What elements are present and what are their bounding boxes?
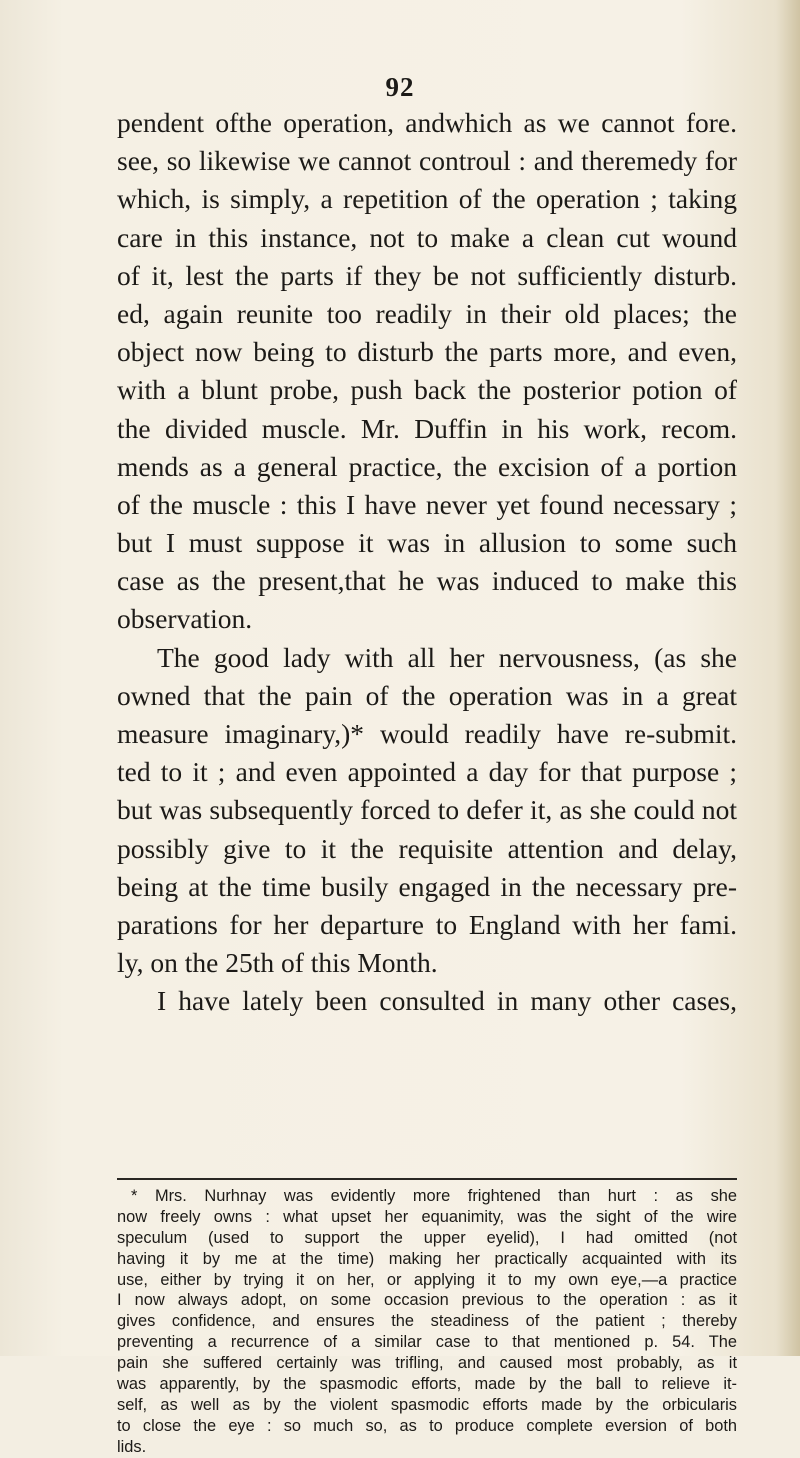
footnote-line: lids. xyxy=(117,1437,147,1456)
text-line: of the muscle : this I have never yet found necessary ; xyxy=(117,488,737,520)
footnote-line: now freely owns : what upset her equanimity, was the sight of the wire xyxy=(117,1207,737,1226)
text-line: see, so likewise we cannot controul : and theremedy for xyxy=(117,145,737,177)
text-line: which, is simply, a repetition of the operation ; taking xyxy=(117,183,737,215)
text-line: pendent ofthe operation, andwhich as we cannot fore. xyxy=(117,107,737,138)
text-line: mends as a general practice, the excision of a portion xyxy=(117,450,737,482)
text-line: but I must suppose it was in allusion to some such xyxy=(117,527,737,559)
text-line: with a blunt probe, push back the posterior potion of xyxy=(117,374,737,406)
text-line: ted to it ; and even appointed a day for that purpose ; xyxy=(117,756,737,788)
text-line: being at the time busily engaged in the necessary pre- xyxy=(117,870,737,902)
text-line: owned that the pain of the operation was in a great xyxy=(117,679,737,711)
text-line: possibly give to it the requisite attention and delay, xyxy=(117,832,737,864)
text-line: ed, again reunite too readily in their old places; the xyxy=(117,297,737,329)
text-line: the divided muscle. Mr. Duffin in his work, recom. xyxy=(117,412,737,444)
text-line: but was subsequently forced to defer it, as she could not xyxy=(117,794,737,826)
footnote-line: I now always adopt, on some occasion previous to the operation : as it xyxy=(117,1291,737,1310)
footnote-divider xyxy=(117,1178,737,1180)
footnote-line: * Mrs. Nurhnay was evidently more frightened than hurt : as she xyxy=(131,1187,737,1205)
footnote-line: gives confidence, and ensures the steadiness of the patient ; thereby xyxy=(117,1312,737,1331)
text-line: of it, lest the parts if they be not sufficiently disturb. xyxy=(117,259,737,291)
footnote-line: preventing a recurrence of a similar case to that mentioned p. 54. The xyxy=(117,1333,737,1352)
text-line: parations for her departure to England with her fami. xyxy=(117,908,737,940)
footnote-line: self, as well as by the violent spasmodic efforts made by the orbicularis xyxy=(117,1395,737,1414)
footnote xyxy=(117,1186,737,1458)
body-text xyxy=(117,104,737,1021)
text-line: case as the present,that he was induced to make this xyxy=(117,565,737,597)
text-line: ly, on the 25th of this Month. xyxy=(117,947,438,979)
text-line: observation. xyxy=(117,603,253,635)
footnote-line: having it by me at the time) making her practically acquainted with its xyxy=(117,1249,737,1268)
page-number: 92 xyxy=(385,72,415,102)
footnote-line: use, either by trying it on her, or applying it to my own eye,—a practice xyxy=(117,1270,737,1289)
footnote-line: was apparently, by the spasmodic efforts, made by the ball to relieve it- xyxy=(117,1375,737,1394)
text-line: The good lady with all her nervousness, (as she xyxy=(157,641,737,673)
footnote-line: to close the eye : so much so, as to produce complete eversion of both xyxy=(117,1416,737,1435)
text-line: I have lately been consulted in many other cases, xyxy=(157,985,737,1017)
text-line: measure imaginary,)* would readily have re-submit. xyxy=(117,718,737,749)
text-line: care in this instance, not to make a clean cut wound xyxy=(117,221,737,253)
text-line: object now being to disturb the parts more, and even, xyxy=(117,336,737,368)
footnote-line: pain she suffered certainly was trifling, and caused most probably, as it xyxy=(117,1354,737,1373)
footnote-line: speculum (used to support the upper eyelid), I had omitted (not xyxy=(117,1228,737,1247)
